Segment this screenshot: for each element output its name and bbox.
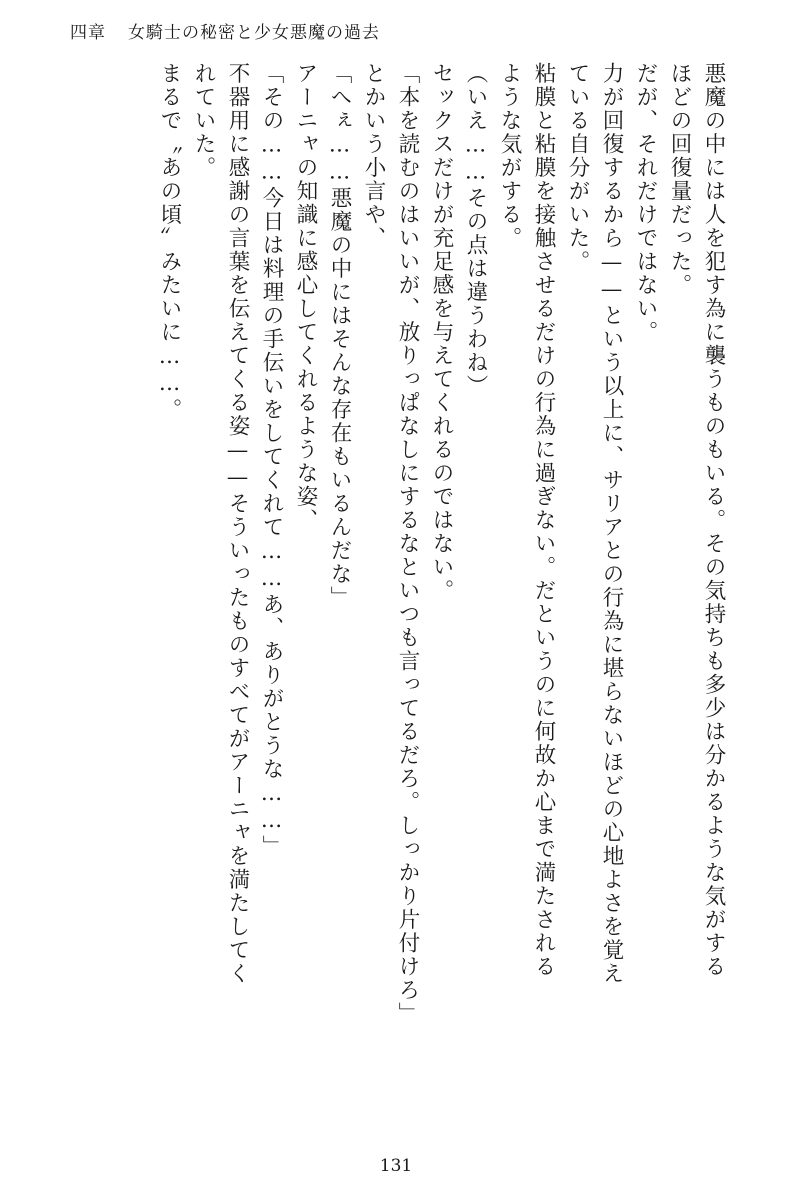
body-text-area [62,62,730,1142]
paragraph-line: 不器用に感謝の言葉を伝えてくる姿——そういったものすべてがアーニャを満たしてく [225,62,250,986]
paragraph-line: だが、それだけではない。 [633,62,658,344]
page-number: 131 [379,1156,413,1176]
paragraph-line: 「へぇ……悪魔の中にはそんな存在もいるんだな」 [327,62,352,610]
paragraph-line: 悪魔の中には人を犯す為に襲うものもいる。その気持ちも多少は分かるような気がする [701,62,726,979]
paragraph-line: 粘膜と粘膜を接触させるだけの行為に過ぎない。だというのに何故か心まで満たされる [531,62,556,979]
vertical-text-block [62,62,730,1142]
paragraph-line: ような気がする。 [497,62,522,250]
paragraph-line: セックスだけが充足感を与えてくれるのではない。 [429,62,454,603]
paragraph-line: 「本を読むのはいいが、放りっぱなしにするなといつも言ってるだろ。しっかり片付けろ」 [395,62,420,1026]
paragraph-line: （いえ……その点は違うわね） [463,62,488,398]
paragraph-line: まるで〝あの頃〟みたいに……。 [157,62,182,422]
paragraph-line: 力が回復するから——という以上に、サリアとの行為に堪らないほどの心地よさを覚え [599,62,624,986]
paragraph-line: とかいう小言や、 [361,62,386,250]
paragraph-line: 「その……今日は料理の手伝いをしてくれて……あ、ありがとうな……」 [259,62,284,859]
running-head [70,18,380,43]
paragraph-line: ている自分がいた。 [565,62,590,274]
chapter-number: 四章 [70,23,106,43]
chapter-title: 女騎士の秘密と少女悪魔の過去 [128,23,380,43]
paragraph-line: アーニャの知識に感心してくれるような姿、 [293,62,318,532]
paragraph-line: れていた。 [191,62,216,180]
paragraph-line: ほどの回復量だった。 [667,62,692,297]
